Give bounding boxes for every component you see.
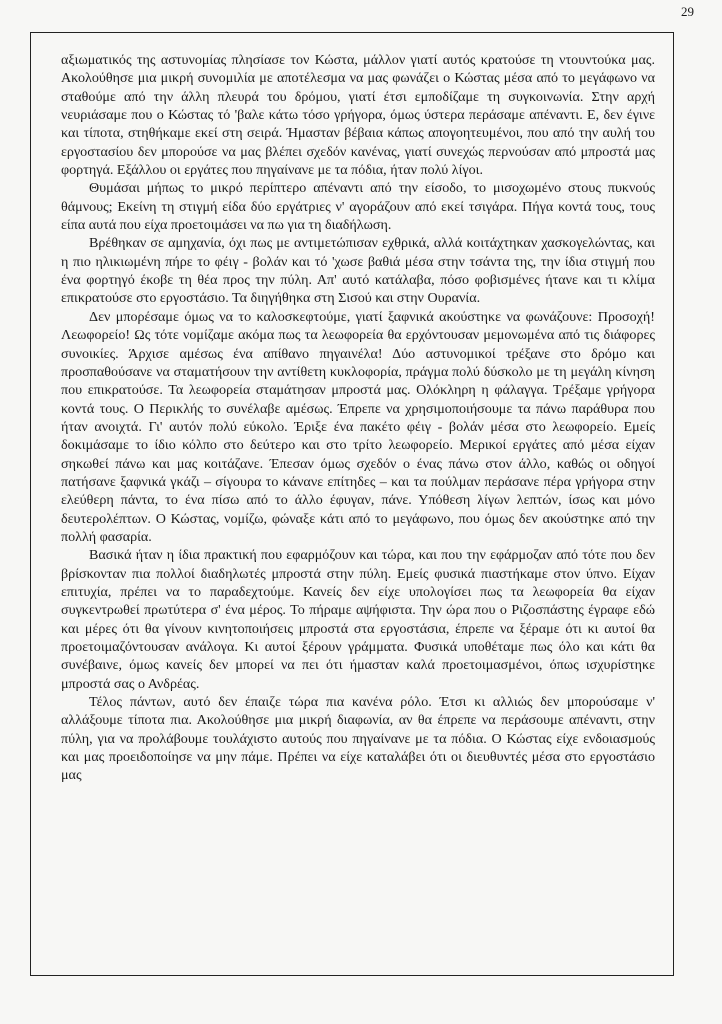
page-number: 29 <box>681 4 694 19</box>
paragraph-2: Θυμάσαι μήπως το μικρό περίπτερο απέναντι από την είσοδο, το μισοχωμένο στους πυκνούς θάμνους; Εκείνη τη στιγμή είδα δύο εργάτριες ν' αγοράζουν από εκεί τσιγάρα. Πήγα κοντά τους, τους είπα αυτά που είχα προετοιμάσει να πω για τη διαδήλωση. <box>61 180 655 234</box>
body-text <box>61 51 655 785</box>
paragraph-5: Βασικά ήταν η ίδια πρακτική που εφαρμόζουν και τώρα, και που την εφάρμοζαν από τότε που δεν βρίσκονταν πια πολλοί διαδηλωτές μπροστά στην πύλη. Εμείς φυσικά πιαστήκαμε στον ύπνο. Είχαν επιτυχία, πρέπει να το παραδεχτούμε. Κανείς δεν είχε υπολογίσει πως τα λεωφορεία θα είχαν συγκεντρωθεί πρωτύτερα σ' ένα μέρος. Το πήραμε αψήφιστα. Την ώρα που ο Ριζοσπάστης έγραφε εδώ και μέρες ότι θα γίνουν κινητοποιήσεις μπροστά στα εργοστάσια, έπρεπε να ξέραμε ότι κι αυτοί θα προετοιμαζόντουσαν ανάλογα. Κι αυτοί ξέρουν γράμματα. Φυσικά υποθέταμε πως όλο και κάτι θα συνέβαινε, όμως κανείς δεν μπορεί να πει ότι ήμασταν καλά προετοιμασμένοι, όπως ισχυρίστηκε μπροστά σας ο Ανδρέας. <box>61 547 655 692</box>
paragraph-6: Τέλος πάντων, αυτό δεν έπαιζε τώρα πια κανένα ρόλο. Έτσι κι αλλιώς δεν μπορούσαμε ν' αλλάξουμε τίποτα πια. Ακολούθησε μια μικρή διαφωνία, αν θα έπρεπε να περάσουμε απέναντι, στην πύλη, για να προλάβουμε τουλάχιστο αυτούς που πηγαίνανε με τα πόδια. Ο Κώστας είχε ενδοιασμούς και μας προειδοποίησε να μην πάμε. Πρέπει να είχε καταλάβει ότι οι διευθυντές μέσα στο εργοστάσιο μας <box>61 694 655 784</box>
text-frame <box>30 32 674 976</box>
paragraph-1: αξιωματικός της αστυνομίας πλησίασε τον Κώστα, μάλλον γιατί αυτός κρατούσε τη ντουντούκα μας. Ακολούθησε μια μικρή συνομιλία με αποτέλεσμα να μας φωνάζει ο Κώστας μέσα από το μεγάφωνο να σταθούμε από την άλλη πλευρά του δρόμου, γιατί έτσι εμποδίζαμε τη συγκοινωνία. Στην αρχή νευριάσαμε που ο Κώστας τό 'βαλε κάτω τόσο γρήγορα, όμως ύστερα περάσαμε απέναντι. Ε, δεν έγινε και τίποτα, στηθήκαμε εκεί στη σειρά. Ήμασταν βέβαια κάπως απογοητευμένοι, που από την αυλή του εργοστασίου δεν μπορούσε να μας βλέπει σχεδόν κανένας, γιατί συνεχώς περνούσαν από μπροστά μας φορτηγά. Εξάλλου οι εργάτες που πηγαίνανε με τα πόδια, ήταν πολύ λίγοι. <box>61 52 655 179</box>
paragraph-3: Βρέθηκαν σε αμηχανία, όχι πως με αντιμετώπισαν εχθρικά, αλλά κοιτάχτηκαν χασκογελώντας, και η πιο ηλικιωμένη πήρε το φέιγ - βολάν και τό 'χωσε βαθιά μέσα στην τσάντα της, την ίδια στιγμή που ένα φορτηγό έκοβε τη θέα προς την πύλη. Απ' αυτό κατάλαβα, πόσο φοβισμένες ήτανε και τι κλίμα επικρατούσε στο εργοστάσιο. Τα διηγήθηκα στη Σισού και στην Ουρανία. <box>61 235 655 307</box>
paragraph-4: Δεν μπορέσαμε όμως να το καλοσκεφτούμε, γιατί ξαφνικά ακούστηκε να φωνάζουνε: Προσοχή! Λεωφορείο! Ως τότε νομίζαμε ακόμα πως τα λεωφορεία θα ερχόντουσαν μεμονωμένα από τις διάφορες συνοικίες. Άρχισε αμέσως ένα απίθανο πηγαινέλα! Δύο αστυνομικοί τρέξανε στο δρόμο και προσπαθούσανε να σταματήσουν την αντίθετη κυκλοφορία, πράγμα πολύ δύσκολο με τη μεγάλη κίνηση που επικρατούσε. Τα λεωφορεία σταμάτησαν μπροστά μας. Ολόκληρη η φάλαγγα. Τρέξαμε γρήγορα κοντά τους. Ο Περικλής το συνέλαβε αμέσως. Έπρεπε να χρησιμοποιήσουμε τα πάνω παράθυρα που ήταν ανοιχτά. Γι' αυτόν πολύ εύκολο. Έριξε ένα πακέτο φέιγ - βολάν μέσα στο λεωφορείο. Εμείς δοκιμάσαμε το ίδιο κόλπο στο δεύτερο και στο τρίτο λεωφορείο. Μερικοί εργάτες από μέσα είχαν σηκωθεί πάνω και μας κοιτάζανε. Έπεσαν όμως σχεδόν ο ένας πάνω στον άλλο, καθώς οι οδηγοί πατήσανε ξαφνικά γκάζι – σίγουρα το κάνανε επίτηδες – και τα πούλμαν περάσανε πέρα γρήγορα στην ελεύθερη πάντα, το ένα πίσω από το άλλο έφυγαν, πάνε. Υπόθεση λίγων λεπτών, ίσως και μόνο δευτερολέπτων. Ο Κώστας, νομίζω, φώναξε κάτι από το μεγάφωνο, που όμως δεν ακούστηκε από την πολλή φασαρία. <box>61 308 655 545</box>
